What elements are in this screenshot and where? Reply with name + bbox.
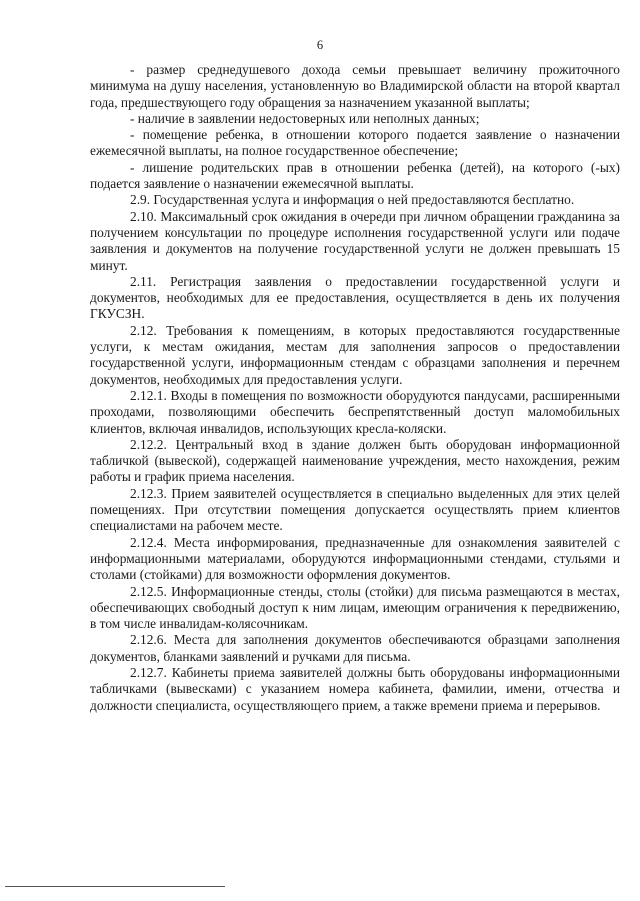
paragraph: 2.12.7. Кабинеты приема заявителей должны быть оборудованы информационными табличками (вывесками) с указанием номера кабинета, фамилии, имени, отчества и должности специалиста, осуществляющего прием, а также времени приема и перерывов. — [90, 664, 620, 713]
paragraph: 2.10. Максимальный срок ожидания в очереди при личном обращении гражданина за получением консультации по процедуре исполнения государственной услуги или подаче заявления и документов на получение государственной услуги не должен превышать 15 минут. — [90, 208, 620, 273]
paragraph: 2.11. Регистрация заявления о предоставлении государственной услуги и документов, необходимых для ее предоставления, осуществляется в день их получения ГКУСЗН. — [90, 273, 620, 322]
paragraph: 2.9. Государственная услуга и информация о ней предоставляются бесплатно. — [130, 192, 575, 208]
paragraph: - наличие в заявлении недостоверных или неполных данных; — [130, 110, 480, 126]
paragraph: - помещение ребенка, в отношении которого подается заявление о назначении ежемесячной выплаты, на полное государственное обеспечение; — [90, 127, 620, 159]
paragraph: 2.12. Требования к помещениям, в которых предоставляются государственные услуги, к местам ожидания, местам для заполнения запросов о предоставлении государственной услуги, информационным стендам с образцами заполнения и перечнем документов, необходимых для предоставления услуги. — [90, 322, 620, 387]
footnote-divider — [5, 886, 225, 887]
paragraph: - размер среднедушевого дохода семьи превышает величину прожиточного минимума на душу населения, установленную во Владимирской области на второй квартал года, предшествующего году обращения за назначением указанной выплаты; — [90, 62, 620, 110]
paragraph: 2.12.2. Центральный вход в здание должен быть оборудован информационной табличкой (вывеской), содержащей наименование учреждения, место нахождения, режим работы и график приема населения. — [90, 436, 620, 485]
paragraph: - лишение родительских прав в отношении ребенка (детей), на которого (-ых) подается заявление о назначении ежемесячной выплаты. — [90, 159, 620, 192]
paragraph: 2.12.4. Места информирования, предназначенные для ознакомления заявителей с информационными материалами, оборудуются информационными стендами, стульями и столами (стойками) для возможности оформления документов. — [90, 534, 620, 583]
paragraph: 2.12.6. Места для заполнения документов обеспечиваются образцами заполнения документов, бланками заявлений и ручками для письма. — [90, 632, 620, 664]
document-body — [90, 62, 620, 714]
page-number: 6 — [316, 38, 324, 52]
paragraph: 2.12.5. Информационные стенды, столы (стойки) для письма размещаются в местах, обеспечивающих свободный доступ к ним лицам, имеющим ограничения к передвижению, в том числе инвалидам-колясочникам. — [90, 583, 620, 632]
paragraph: 2.12.1. Входы в помещения по возможности оборудуются пандусами, расширенными проходами, позволяющими обеспечить беспрепятственный доступ маломобильных клиентов, включая инвалидов, использующих кресла-коляски. — [90, 387, 620, 436]
paragraph: 2.12.3. Прием заявителей осуществляется в специально выделенных для этих целей помещениях. При отсутствии помещения допускается осуществлять прием клиентов специалистами на рабочем месте. — [90, 485, 620, 534]
